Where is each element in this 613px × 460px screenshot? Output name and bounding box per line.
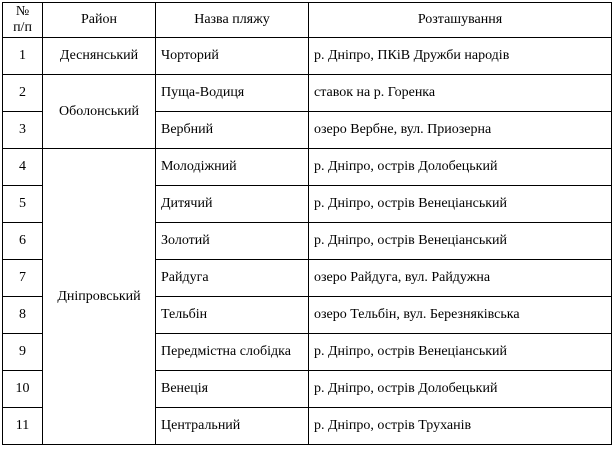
beach-location: р. Дніпро, острів Венеціанський (309, 334, 612, 371)
beach-name: Центральний (156, 408, 309, 445)
table-row (3, 38, 612, 75)
header-number (3, 3, 43, 38)
row-number: 9 (3, 334, 43, 371)
header-beach-name: Назва пляжу (156, 3, 309, 38)
beach-name: Райдуга (156, 260, 309, 297)
beach-location: р. Дніпро, острів Венеціанський (309, 223, 612, 260)
district-dniprovskyi: Дніпровський (43, 149, 156, 445)
row-number: 3 (3, 112, 43, 149)
beach-name: Передмістна слобідка (156, 334, 309, 371)
row-number: 2 (3, 75, 43, 112)
row-number: 11 (3, 408, 43, 445)
beach-location: р. Дніпро, острів Труханів (309, 408, 612, 445)
header-location: Розташування (309, 3, 612, 38)
beach-name: Пуща-Водиця (156, 75, 309, 112)
beach-location: озеро Вербне, вул. Приозерна (309, 112, 612, 149)
beach-name: Тельбін (156, 297, 309, 334)
row-number: 1 (3, 38, 43, 75)
beach-name: Молодіжний (156, 149, 309, 186)
beach-location: р. Дніпро, острів Венеціанський (309, 186, 612, 223)
beach-location: р. Дніпро, ПКіВ Дружби народів (309, 38, 612, 75)
beach-location: ставок на р. Горенка (309, 75, 612, 112)
header-row (3, 3, 612, 38)
row-number: 6 (3, 223, 43, 260)
beach-name: Венеція (156, 371, 309, 408)
beach-location: озеро Тельбін, вул. Березняківська (309, 297, 612, 334)
table-row (3, 149, 612, 186)
header-number-line2: п/п (13, 20, 32, 35)
beach-name: Золотий (156, 223, 309, 260)
beach-name: Чорторий (156, 38, 309, 75)
row-number: 5 (3, 186, 43, 223)
district-desnianskyi: Деснянський (43, 38, 156, 75)
row-number: 4 (3, 149, 43, 186)
beach-location: р. Дніпро, острів Долобецький (309, 149, 612, 186)
table-row (3, 75, 612, 112)
beaches-table (2, 2, 612, 445)
row-number: 7 (3, 260, 43, 297)
header-number-line1: № (15, 4, 30, 19)
beach-location: р. Дніпро, острів Долобецький (309, 371, 612, 408)
beach-name: Дитячий (156, 186, 309, 223)
district-obolonskyi: Оболонський (43, 75, 156, 149)
beach-location: озеро Райдуга, вул. Райдужна (309, 260, 612, 297)
row-number: 8 (3, 297, 43, 334)
beach-name: Вербний (156, 112, 309, 149)
header-district: Район (43, 3, 156, 38)
row-number: 10 (3, 371, 43, 408)
